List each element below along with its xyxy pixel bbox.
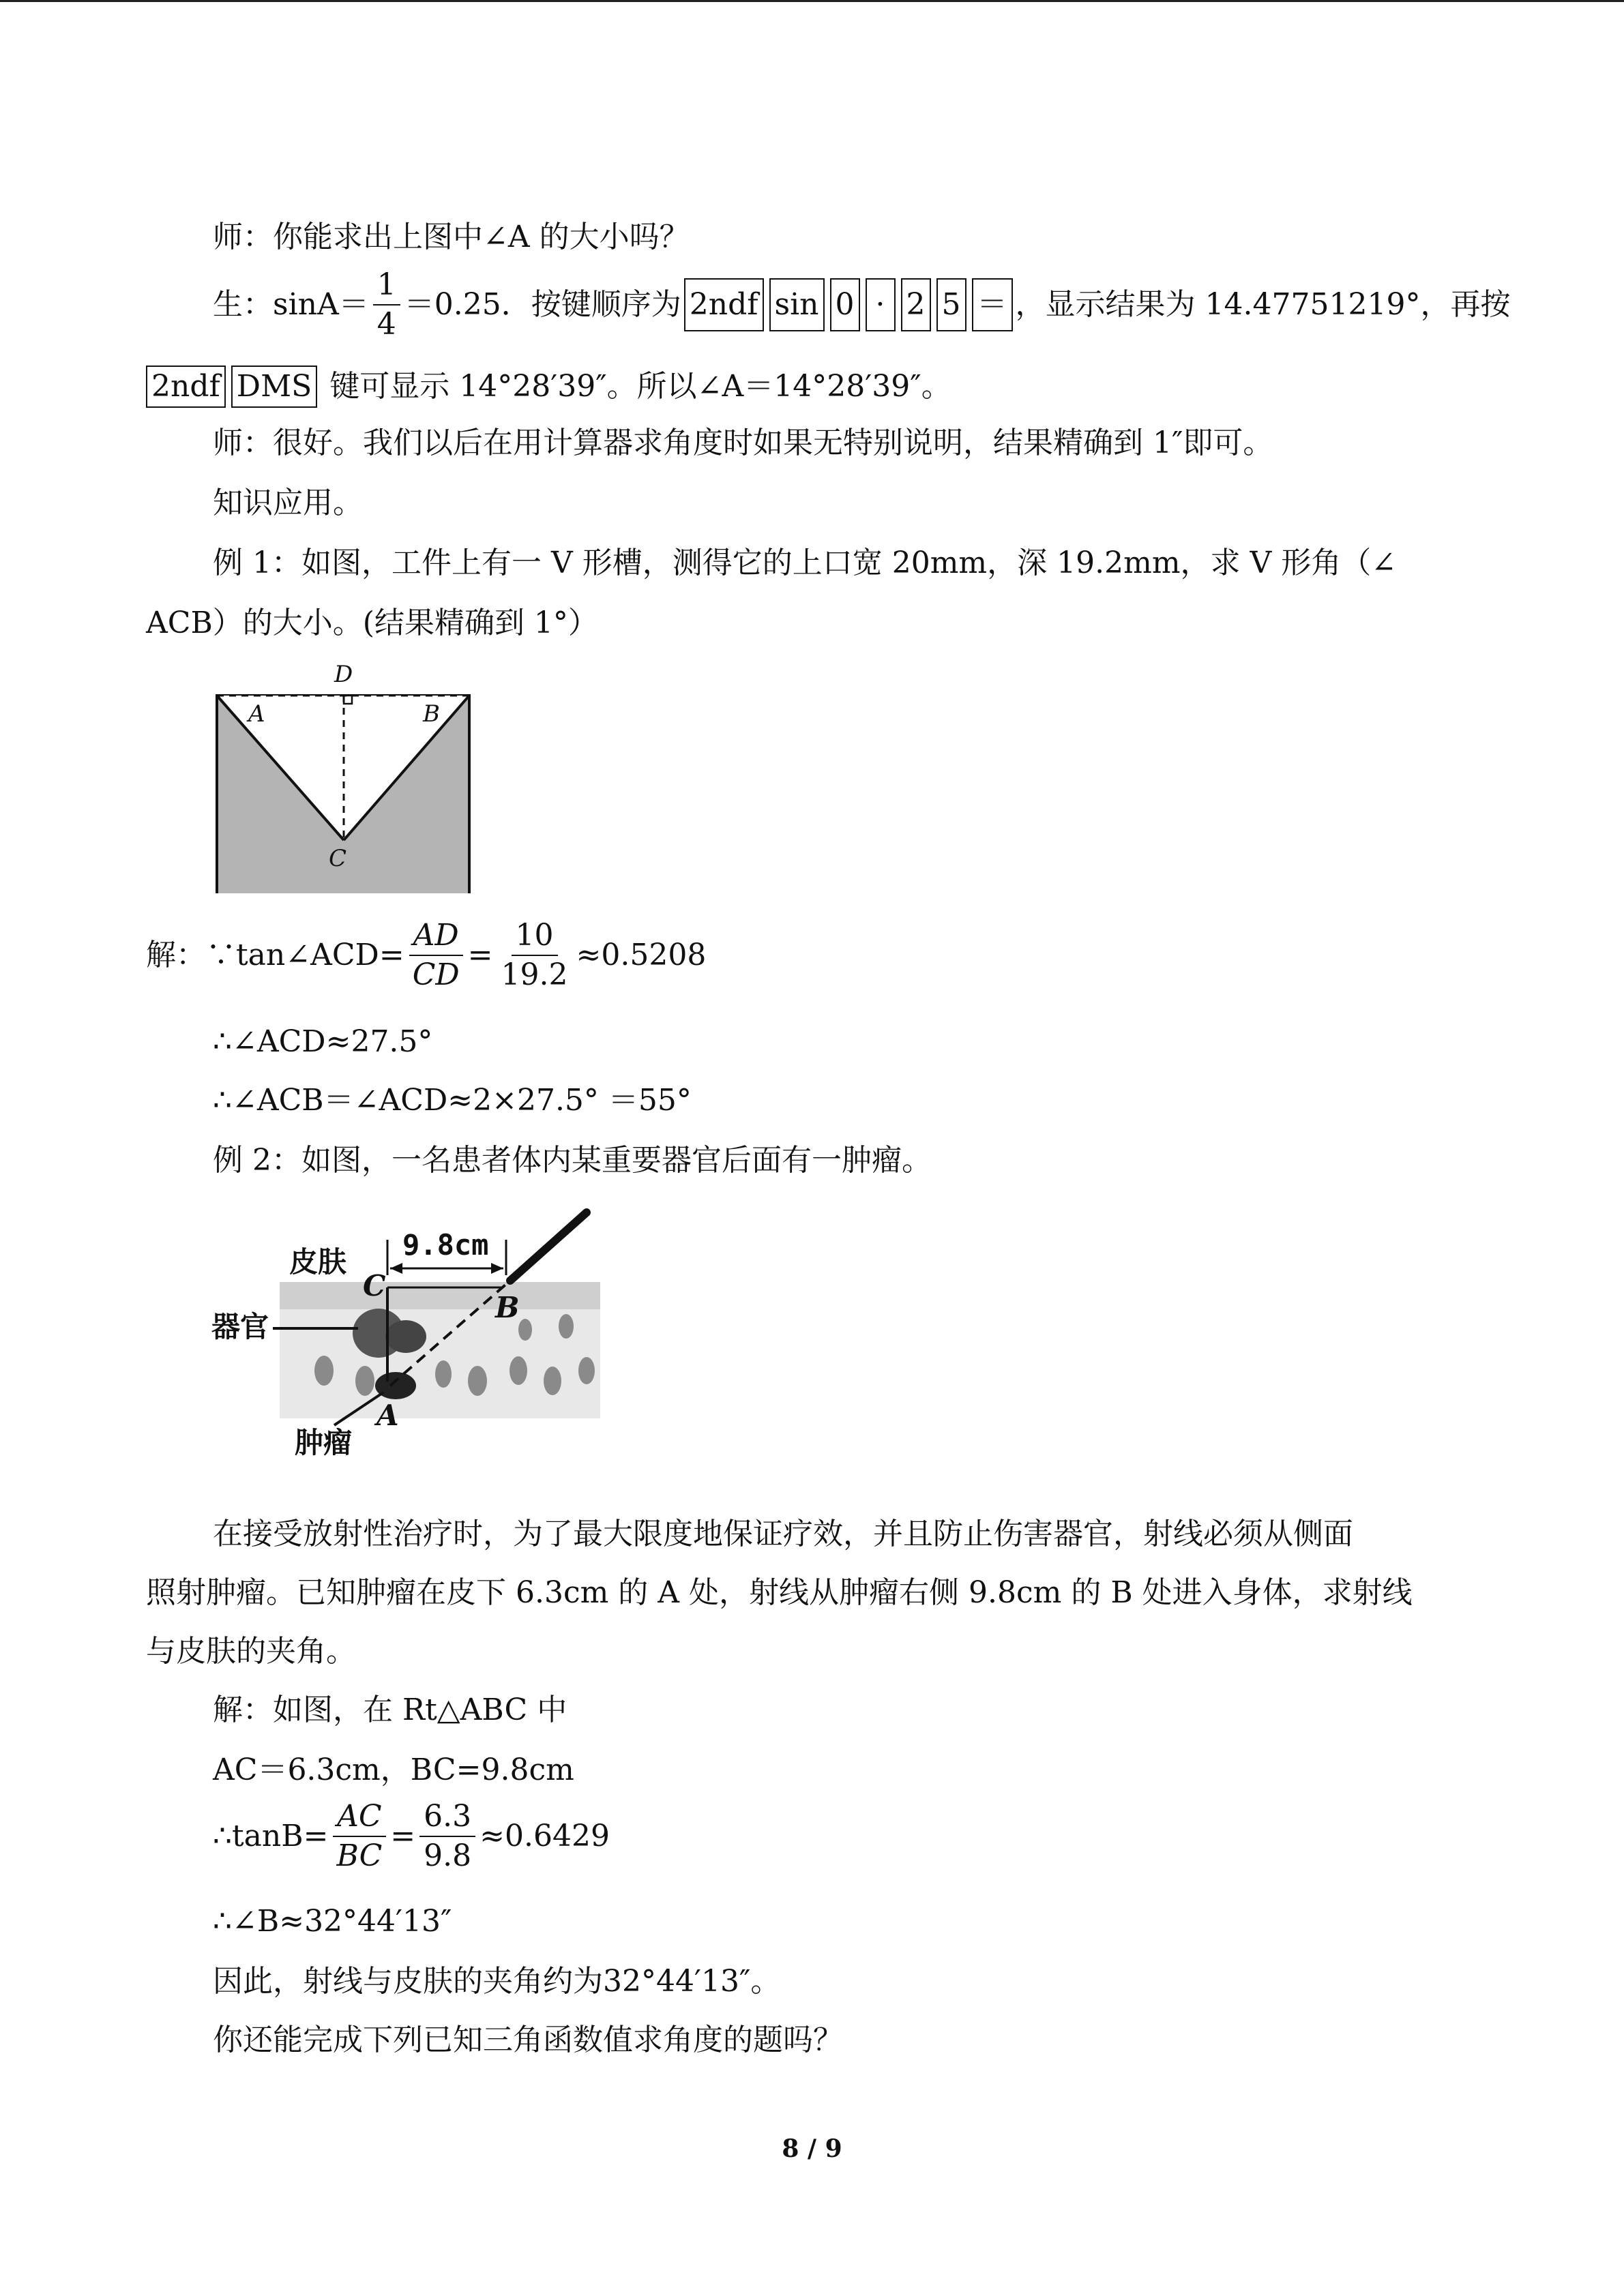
- dim-arrow-left: [390, 1263, 402, 1274]
- answer-suffix: ，显示结果为 14.47751219°，再按: [1015, 287, 1511, 322]
- fraction-6-3-9-8: [419, 1799, 475, 1873]
- key-5: 5: [936, 278, 966, 331]
- point-c-label: C: [363, 1269, 386, 1302]
- line-angle-b: ∴∠B≈32°44′13″: [213, 1904, 452, 1939]
- organ-label: 器官: [211, 1310, 269, 1343]
- line-solution1: 解：∵tan∠ACD= $\frac{AD}{CD}$ = $\frac{10}{19.2}$ ≈0.5208: [146, 918, 707, 992]
- point-a-label: A: [377, 1399, 399, 1432]
- tissue-blob: [314, 1356, 334, 1386]
- key-equals: ＝: [972, 278, 1013, 331]
- line-example1: 例 1：如图，工件上有一 V 形槽，测得它的上口宽 20mm，深 19.2mm，求 V 形角（∠: [213, 546, 1397, 580]
- label-c: C: [329, 845, 347, 872]
- line-dms-keys: [146, 366, 951, 408]
- answer-middle: ＝0.25．按键顺序为: [404, 287, 681, 322]
- fraction-9-8: 9.8: [424, 1838, 472, 1873]
- line-conclusion: 因此，射线与皮肤的夹角约为32°44′13″。: [213, 1964, 781, 1999]
- tissue-blob: [559, 1314, 574, 1339]
- organ-shape: [385, 1320, 426, 1353]
- answer-prefix: 生：sinA＝: [213, 287, 369, 322]
- key-2: 2: [901, 278, 931, 331]
- tissue-blob: [435, 1360, 452, 1388]
- solution1-prefix: 解：∵tan∠ACD=: [146, 938, 404, 972]
- fraction-cd: CD: [412, 957, 460, 992]
- tanb-prefix: ∴tanB=: [213, 1819, 329, 1853]
- line-solution2-intro: 解：如图，在 Rt△ABC 中: [213, 1693, 567, 1727]
- fraction-10-19: [497, 918, 572, 992]
- line-given-values: AC＝6.3cm，BC=9.8cm: [213, 1753, 574, 1787]
- key-0: 0: [830, 278, 860, 331]
- line-student-answer: [213, 267, 1510, 342]
- solution1-result: ≈0.5208: [576, 938, 707, 972]
- fraction-ad-cd: [409, 918, 464, 992]
- fraction-ad: AD: [409, 921, 463, 956]
- tissue-blob: [355, 1366, 374, 1396]
- line-knowledge-application: 知识应用。: [213, 486, 363, 520]
- tissue-blob: [544, 1367, 561, 1395]
- key-dot: ·: [866, 278, 896, 331]
- line-example2: 例 2：如图，一名患者体内某重要器官后面有一肿瘤。: [213, 1143, 932, 1178]
- fraction-ac-bc: [332, 1799, 386, 1873]
- line-teacher-remark: 师：很好。我们以后在用计算器求角度时如果无特别说明，结果精确到 1″即可。: [213, 426, 1273, 460]
- fraction-bc: BC: [336, 1838, 383, 1873]
- fraction-ac: AC: [333, 1802, 385, 1837]
- line-paragraph3: 与皮肤的夹角。: [146, 1634, 356, 1669]
- label-d: D: [334, 661, 353, 688]
- dms-result: 键可显示 14°28′39″。所以∠A＝14°28′39″。: [329, 369, 951, 404]
- line-teacher-question: 师：你能求出上图中∠A 的大小吗？: [213, 220, 690, 254]
- line-example1-cont: ACB）的大小。(结果精确到 1°）: [146, 606, 598, 640]
- v-groove-figure: [205, 661, 477, 893]
- line-acb-angle: ∴∠ACB＝∠ACD≈2×27.5° ＝55°: [213, 1083, 692, 1118]
- point-b-label: B: [495, 1291, 520, 1324]
- dimension-label: 9.8cm: [402, 1228, 489, 1262]
- fraction-denominator: 4: [377, 307, 396, 342]
- tanb-result: ≈0.6429: [479, 1819, 610, 1853]
- skin-label: 皮肤: [289, 1245, 347, 1279]
- fraction-10: 10: [512, 921, 558, 956]
- line-paragraph1: 在接受放射性治疗时，为了最大限度地保证疗效，并且防止伤害器官，射线必须从侧面: [213, 1517, 1353, 1551]
- tissue-blob: [578, 1357, 595, 1384]
- skin-layer: [280, 1282, 600, 1309]
- fraction-19-2: 19.2: [501, 957, 568, 992]
- tissue-blob: [518, 1319, 532, 1341]
- line-next-question: 你还能完成下列已知三角函数值求角度的题吗？: [213, 2023, 843, 2057]
- line-acd-angle: ∴∠ACD≈27.5°: [213, 1024, 433, 1059]
- top-border: [0, 0, 1624, 2]
- line-paragraph2: 照射肿瘤。已知肿瘤在皮下 6.3cm 的 A 处，射线从肿瘤右侧 9.8cm 的 B 处进入身体，求射线: [146, 1575, 1413, 1610]
- tumor-figure: [205, 1200, 614, 1473]
- tissue-blob: [510, 1356, 527, 1385]
- ray-emitter: [510, 1212, 587, 1281]
- key-2ndf-second: 2ndf: [146, 366, 226, 408]
- key-sin: sin: [769, 278, 825, 331]
- tissue-blob: [468, 1366, 487, 1396]
- label-b: B: [423, 700, 440, 728]
- fraction-6-3: 6.3: [419, 1802, 475, 1837]
- line-tanb: ∴tanB= $\frac{AC}{BC}$ = $\frac{6.3}{9.8}$ ≈0.6429: [213, 1799, 610, 1873]
- key-dms: DMS: [231, 366, 317, 408]
- key-2ndf: 2ndf: [684, 278, 764, 331]
- dim-arrow-right: [491, 1263, 503, 1274]
- label-a: A: [248, 700, 265, 728]
- page-number: 8 / 9: [782, 2134, 842, 2163]
- fraction-one-quarter: [373, 267, 400, 342]
- fraction-numerator: 1: [373, 270, 400, 305]
- tumor-label: 肿瘤: [295, 1426, 353, 1459]
